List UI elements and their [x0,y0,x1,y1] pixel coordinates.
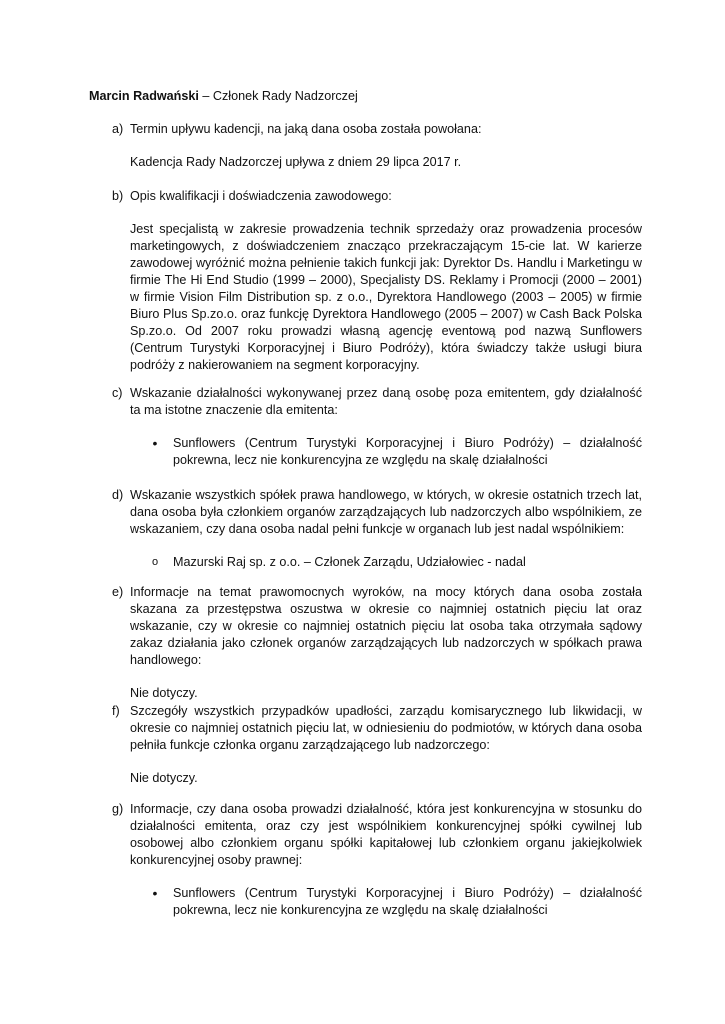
bullet-dot-icon: • [152,435,158,451]
section-e-question: e) Informacje na temat prawomocnych wyroków, na mocy których dana osoba została skazana za przestępstwa oszustwa w okresie co najmniej ostatnich pięciu lat oraz wskazanie, czy w okresie co najmniej ostatnich pięciu lat osoba taka otrzymała sądowy zakaz działania jako członek organów zarządzających lub nadzorczych w spółkach prawa handlowego: [112,585,642,667]
section-a-question: a) Termin upływu kadencji, na jaką dana osoba została powołana: [112,122,482,136]
section-a [112,121,642,171]
section-d-question: d) Wskazanie wszystkich spółek prawa handlowego, w których, w okresie ostatnich trzech lat, dana osoba była członkiem organów zarządzających lub nadzorczych albo wspólnikiem, ze wskazaniem, czy dana osoba nadal pełni funkcje w organach lub jest nadal wspólnikiem: [112,488,642,536]
section-a-answer: Kadencja Rady Nadzorczej upływa z dniem 29 lipca 2017 r. [130,155,462,169]
section-c-label: c) [112,386,123,400]
section-c-bullet-text: Sunflowers (Centrum Turystyki Korporacyjnej i Biuro Podróży) – działalność pokrewna, lecz nie konkurencyjna ze względu na skalę działalności [173,436,642,467]
section-c [112,385,642,469]
person-name: Marcin Radwański [89,89,199,103]
section-b-question: b) Opis kwalifikacji i doświadczenia zawodowego: [112,189,392,203]
bullet-dot-icon: • [152,885,158,901]
section-f-answer: Nie dotyczy. [130,771,198,785]
section-f-question: f) Szczegóły wszystkich przypadków upadłości, zarządu komisarycznego lub likwidacji, w okresie co najmniej ostatnich pięciu lat, w odniesieniu do podmiotów, w których dana osoba pełniła funkcje członka organu zarządzającego lub nadzorczego: [112,704,642,752]
section-b-answer: Jest specjalistą w zakresie prowadzenia technik sprzedaży oraz prowadzenia procesów marketingowych, z doświadczeniem znacząco przekraczającym 15-cie lat. W karierze zawodowej wyróżnić można pełnienie takich funkcji jak: Dyrektor Ds. Handlu i Marketingu w firmie The Hi End Studio (1999 – 2000), Specjalisty DS. Reklamy i Promocji (2000 – 2001) w firmie Vision Film Distribution sp. z o.o., Dyrektora Handlowego (2003 – 2005) w firmie Biuro Plus Sp.zo.o. oraz funkcję Dyrektora Handlowego (2005 – 2007) w Cash Back Polska Sp.zo.o. Od 2007 roku prowadzi własną agencję eventową pod nazwą Sunflowers (Centrum Turystyki Korporacyjnej i Biuro Podróży), która świadczy także usługi biura podróży z nakierowaniem na segment korporacyjny. [130,222,642,372]
section-c-question: c) Wskazanie działalności wykonywanej przez daną osobę poza emitentem, gdy działalność ta ma istotne znaczenie dla emitenta: [112,386,642,417]
section-d-label: d) [112,488,124,502]
section-g-bullet-item [152,885,642,919]
section-e [112,584,642,702]
section-d-bullet-item [151,554,642,571]
section-a-label: a) [112,122,124,136]
section-d-bullet-text: Mazurski Raj sp. z o.o. – Członek Zarządu, Udziałowiec - nadal [173,555,526,569]
section-g-question: g) Informacje, czy dana osoba prowadzi działalność, która jest konkurencyjna w stosunku do działalności emitenta, oraz czy jest wspólnikiem konkurencyjnej spółki cywilnej lub osobowej albo członkiem organu spółki kapitałowej lub członkiem organu jakiejkolwiek konkurencyjnej osoby prawnej: [112,802,642,867]
section-e-label: e) [112,585,124,599]
section-b [112,188,642,374]
section-g [112,801,642,919]
section-e-answer: Nie dotyczy. [130,686,198,700]
section-b-label: b) [112,189,124,203]
section-f-label: f) [112,704,120,718]
person-header [89,88,649,105]
section-d [112,487,642,571]
section-g-bullet-text: Sunflowers (Centrum Turystyki Korporacyjnej i Biuro Podróży) – działalność pokrewna, lecz nie konkurencyjna ze względu na skalę działalności [173,886,642,917]
person-role: – Członek Rady Nadzorczej [198,89,358,103]
section-c-bullet-item [152,435,642,469]
section-f [112,703,642,787]
section-g-label: g) [112,802,124,816]
bullet-circle-icon: o [151,556,159,568]
